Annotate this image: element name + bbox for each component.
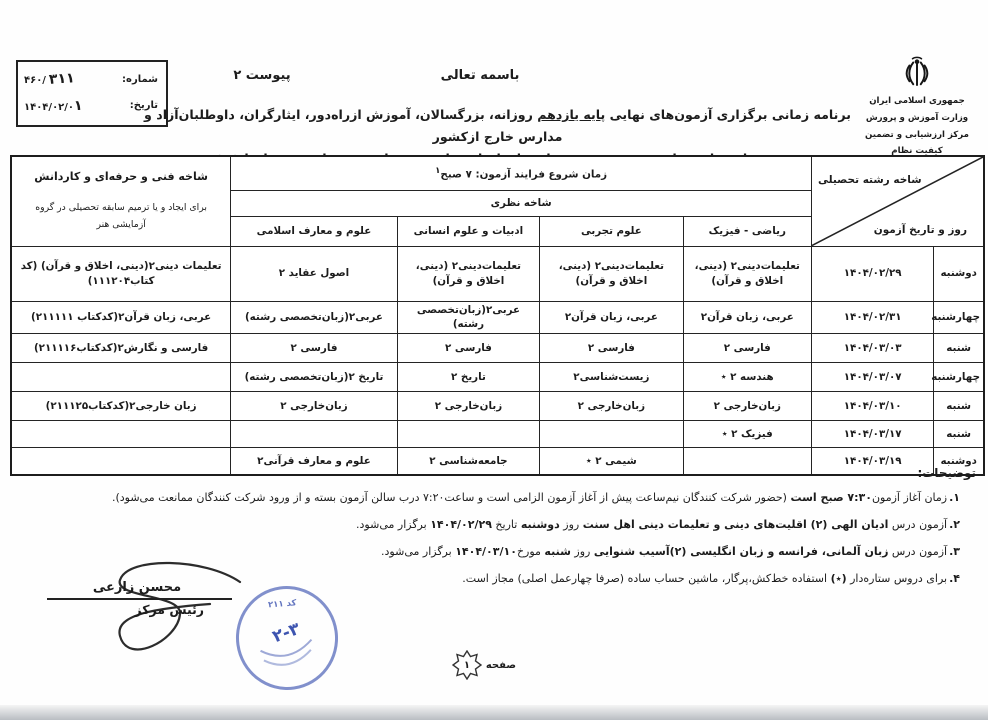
- subject-cell: علوم و معارف قرآنی۲: [231, 448, 398, 475]
- column-header-experimental: علوم تجربی: [540, 216, 683, 246]
- org-line: وزارت آموزش و پرورش: [865, 112, 969, 123]
- table-row: [11, 301, 984, 334]
- subject-cell: تاریخ ۲: [397, 363, 539, 392]
- subject-cell: تعلیمات‌دینی۲ (دینی، اخلاق و قرآن): [683, 246, 811, 301]
- org-line: مرکز ارزشیابی و تضمین کیفیت نظام: [865, 129, 969, 157]
- subject-cell: فارسی و نگارش۲(کدکتاب۲۱۱۱۱۶): [11, 334, 231, 363]
- column-header-math-physics: ریاضی - فیزیک: [683, 216, 811, 246]
- subject-cell: زبان‌خارجی ۲: [540, 392, 683, 421]
- signature-name: محسن زارعی: [92, 580, 182, 595]
- grade-underlined: پایه یازدهم: [537, 107, 606, 122]
- day-cell: شنبه: [934, 421, 984, 448]
- date-cell: ۱۴۰۴/۰۳/۱۹: [811, 448, 933, 475]
- subject-cell: عربی، زبان قرآن۲: [683, 301, 811, 334]
- number-label: شماره:: [122, 73, 158, 85]
- vocational-subtitle: برای ایجاد و یا ترمیم سابقه تحصیلی در گروه آزمایشی هنر: [35, 202, 207, 231]
- empty-subject-cell: [540, 421, 683, 448]
- corner-top-label: شاخه رشته تحصیلی: [817, 174, 922, 186]
- subject-cell: تعلیمات‌دینی۲ (دینی، اخلاق و قرآن): [540, 246, 683, 301]
- column-header-islamic-studies: علوم و معارف اسلامی: [231, 216, 398, 246]
- subject-cell: زبان خارجی۲(کدکتاب۲۱۱۱۲۵): [11, 392, 231, 421]
- date-cell: ۱۴۰۴/۰۲/۳۱: [811, 301, 933, 334]
- note-number: ۴.: [949, 572, 960, 586]
- empty-subject-cell: [231, 421, 398, 448]
- org-line: جمهوری اسلامی ایران: [869, 96, 965, 106]
- theory-branch-header: شاخه نظری: [231, 190, 812, 216]
- footnote-ref: ۱: [435, 165, 441, 176]
- subject-cell: اصول عقاید ۲: [231, 246, 398, 301]
- column-header-humanities: ادبیات و علوم انسانی: [397, 216, 539, 246]
- day-cell: چهارشنبه: [934, 301, 984, 334]
- subject-cell: عربی، زبان قرآن۲(کدکتاب ۲۱۱۱۱۱): [11, 301, 231, 334]
- note-item: ۴.برای دروس ستاره‌دار (٭) استفاده خط‌کش،پرگار، ماشین حساب ساده (صرفا چهارعمل اصلی) مجاز است.: [462, 572, 960, 586]
- iran-emblem-icon: [902, 56, 932, 90]
- day-cell: شنبه: [934, 334, 984, 363]
- subject-cell: تاریخ ۲(زبان‌تخصصی رشته): [231, 363, 398, 392]
- table-row: [11, 392, 984, 421]
- note-item: ۲.آزمون درس ادیان الهی (۲) اقلیت‌های دینی و تعلیمات دینی اهل سنت روز دوشنبه تاریخ ۱۴۰۴/۰۲/۲۹ برگزار می‌شود.: [356, 518, 960, 532]
- subject-cell: زبان‌خارجی ۲: [683, 392, 811, 421]
- vocational-header: [11, 156, 231, 246]
- table-row: [11, 363, 984, 392]
- day-cell: دوشنبه: [934, 448, 984, 475]
- scan-bottom-shadow: [0, 705, 988, 720]
- page-star-icon: [452, 650, 482, 680]
- date-cell: ۱۴۰۴/۰۳/۱۰: [811, 392, 933, 421]
- table-row: [11, 421, 984, 448]
- note-item: ۳.آزمون درس زبان آلمانی، فرانسه و زبان انگلیسی (۲)آسیب شنوایی روز شنبه مورخ۱۴۰۴/۰۳/۱۰ برگزار می‌شود.: [381, 545, 960, 559]
- stamp-code: کد ۲۱۱: [267, 598, 297, 611]
- number-row: [24, 66, 158, 93]
- signature-block: [42, 580, 232, 617]
- date-cell: ۱۴۰۴/۰۲/۲۹: [811, 246, 933, 301]
- notes-title: توضیحات:: [917, 466, 976, 480]
- corner-bottom-label: روز و تاریخ آزمون: [873, 224, 967, 237]
- notes-section: [12, 466, 976, 597]
- day-cell: چهارشنبه: [934, 363, 984, 392]
- number-value: ۴۶۰/ ۳۱۱: [24, 66, 75, 93]
- subject-cell: فارسی ۲: [683, 334, 811, 363]
- subject-cell: زیست‌شناسی۲: [540, 363, 683, 392]
- subject-cell: زبان‌خارجی ۲: [397, 392, 539, 421]
- date-value: ۱۴۰۴/۰۲/۰۱: [24, 93, 83, 120]
- subject-cell: فارسی ۲: [397, 334, 539, 363]
- date-cell: ۱۴۰۴/۰۳/۱۷: [811, 421, 933, 448]
- empty-subject-cell: [397, 421, 539, 448]
- subject-cell: شیمی ۲ ٭: [540, 448, 683, 475]
- besmele-text: باسمه تعالی: [440, 68, 520, 83]
- attachment-text: پیوست ۲: [233, 68, 291, 83]
- subject-cell: تعلیمات دینی۲(دینی، اخلاق و قرآن) (کد کتاب۱۱۱۲۰۴): [11, 246, 231, 301]
- day-cell: شنبه: [934, 392, 984, 421]
- day-cell: دوشنبه: [934, 246, 984, 301]
- empty-subject-cell: [11, 363, 231, 392]
- table-row: [11, 246, 984, 301]
- subject-cell: جامعه‌شناسی ۲: [397, 448, 539, 475]
- subject-cell: عربی، زبان قرآن۲: [540, 301, 683, 334]
- table-row: [11, 334, 984, 363]
- handwritten-number: ۳۱۱: [48, 70, 76, 88]
- note-number: ۲.: [949, 518, 960, 532]
- subject-cell: هندسه ۲ ٭: [683, 363, 811, 392]
- signature-line: [47, 598, 232, 600]
- corner-header-cell: [811, 156, 984, 246]
- subject-cell: فیزیک ۲ ٭: [683, 421, 811, 448]
- page-marker: [438, 650, 516, 680]
- date-row: [24, 93, 158, 120]
- exam-schedule-table: [10, 155, 985, 476]
- subject-cell: فارسی ۲: [231, 334, 398, 363]
- signature-title: رئیس مرکز: [134, 602, 204, 617]
- subject-cell: زبان‌خارجی ۲: [231, 392, 398, 421]
- note-number: ۳.: [949, 545, 960, 559]
- page-number: ۱: [463, 659, 470, 671]
- subject-cell: فارسی ۲: [540, 334, 683, 363]
- note-item: ۱.زمان آغاز آزمون۷:۳۰ صبح است (حضور شرکت کنندگان نیم‌ساعت پیش از آغاز آزمون الزامی است و ساعت۷:۲۰ درب سالن آزمون بسته و از ورود شرکت کنندگان ممانعت می‌شود).: [111, 491, 960, 504]
- vocational-title: شاخه فنی و حرفه‌ای و کاردانش: [34, 169, 208, 183]
- subject-cell: عربی۲(زبان‌تخصصی رشته): [397, 301, 539, 334]
- empty-subject-cell: [11, 421, 231, 448]
- subject-cell: عربی۲(زبان‌تخصصی رشته): [231, 301, 398, 334]
- stamp-number: ۲-۳: [269, 618, 303, 648]
- handwritten-date-digit: ۱: [73, 97, 84, 114]
- page-label: صفحه: [485, 659, 516, 671]
- date-cell: ۱۴۰۴/۰۳/۰۳: [811, 334, 933, 363]
- start-time-header: زمان شروع فرایند آزمون: ۷ صبح$^۱$: [231, 156, 812, 190]
- note-number: ۱.: [949, 491, 960, 504]
- subject-cell: تعلیمات‌دینی۲ (دینی، اخلاق و قرآن): [397, 246, 539, 301]
- date-cell: ۱۴۰۴/۰۳/۰۷: [811, 363, 933, 392]
- title-line-1: برنامه زمانی برگزاری آزمون‌های نهایی پایه یازدهم روزانه، بزرگسالان، آموزش ازراه‌دور، ایثارگران، داوطلبان‌آزاد و مدارس خارج ازکشور: [144, 107, 851, 145]
- date-label: تاریخ:: [129, 100, 158, 112]
